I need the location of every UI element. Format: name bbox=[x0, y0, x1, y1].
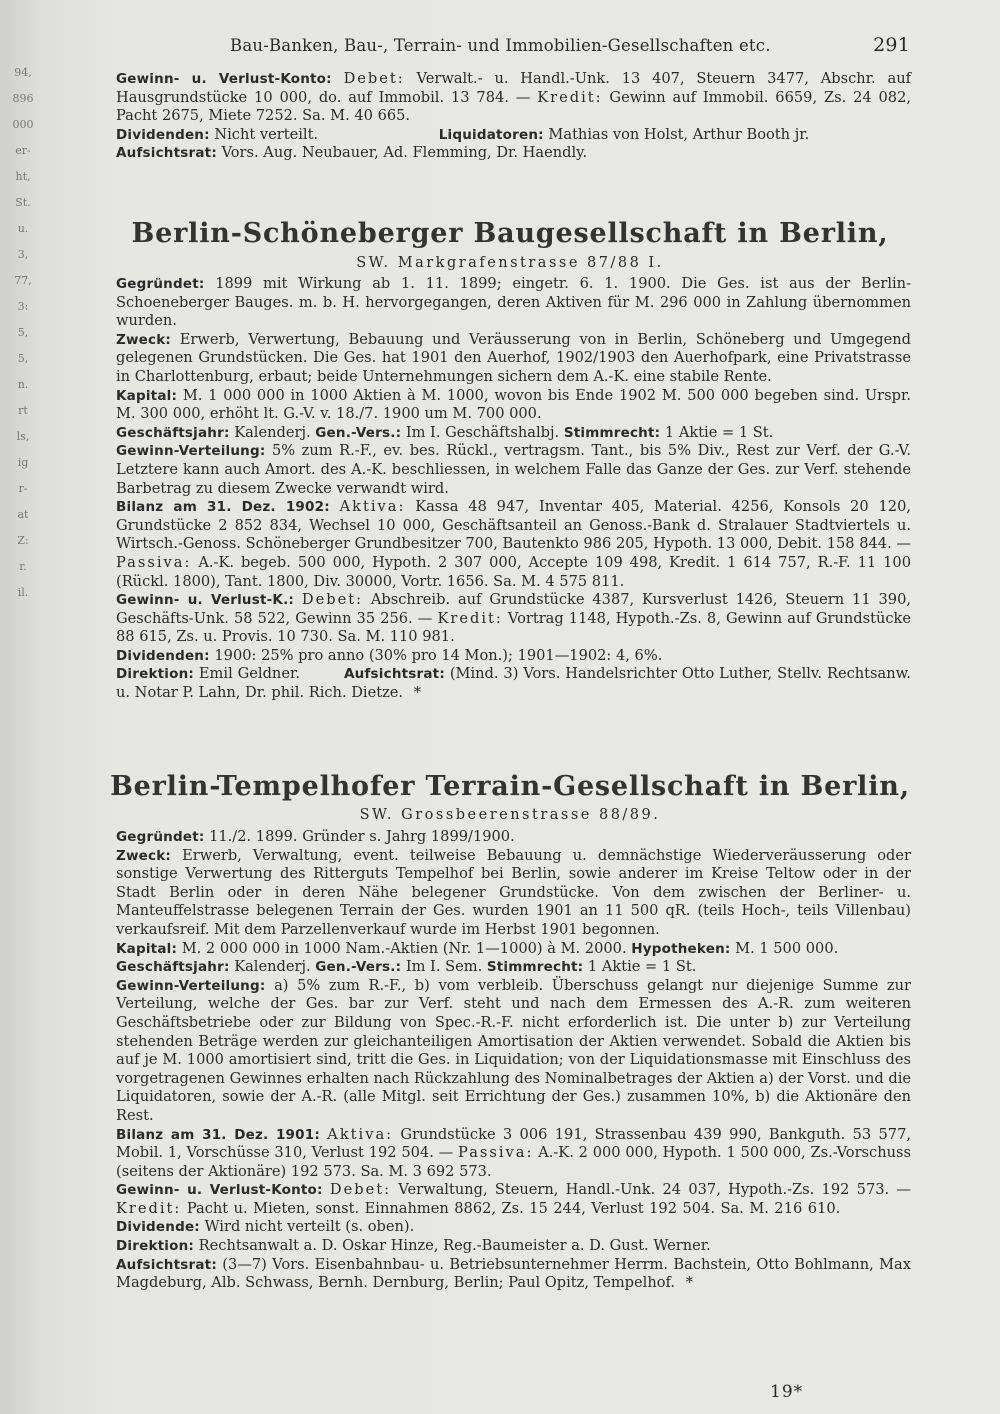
field-label: Gewinn-Verteilung: bbox=[116, 443, 266, 460]
bleed-fragment: St. bbox=[15, 196, 31, 209]
company-title: Berlin-Schöneberger Baugesellschaft in Berlin, bbox=[131, 218, 889, 249]
field-label: Gewinn-Verteilung: bbox=[116, 977, 266, 994]
debet-word: Debet: bbox=[343, 70, 405, 87]
paragraph bbox=[116, 940, 911, 959]
bleed-fragment: er- bbox=[15, 144, 31, 157]
field-label: Gen.-Vers.: bbox=[315, 959, 402, 976]
field-label: Dividende: bbox=[116, 1219, 200, 1236]
field-text: 1900: 25% pro anno (30% pro 14 Mon.); 1901—1902: 4, 6%. bbox=[214, 646, 663, 664]
field-text: (3—7) Vors. Eisenbahnbau- u. Betriebsunternehmer Herrm. Bachstein, Otto Bohlmann, Max Magdeburg, Alb. Schwass, Bernh. Dernburg, Berlin; Paul Opitz, Tempelhof. bbox=[116, 1255, 911, 1292]
bleed-fragment: at bbox=[17, 508, 29, 521]
paragraph bbox=[116, 424, 911, 443]
field-text: A.-K. 2 000 000, Hypoth. 1 500 000, Zs.-Vorschuss (seitens der Aktionäre) 192 573. Sa. M. 3 692 573. bbox=[116, 1144, 912, 1180]
bleed-fragment: 5, bbox=[17, 352, 29, 365]
field-text: Kalenderj. bbox=[234, 958, 311, 976]
entry-end-mark: * bbox=[685, 1274, 693, 1292]
field-text: Verwalt.- u. Handl.-Unk. 13 407, Steuern 3477, Abschr. auf Hausgrundstücke 10 000, do. auf Immobil. 13 784. — bbox=[116, 70, 912, 106]
facing-page-bleed bbox=[0, 60, 46, 1060]
paragraph bbox=[116, 498, 911, 591]
bleed-fragment: ls, bbox=[16, 430, 30, 443]
field-text: Im I. Sem. bbox=[405, 958, 483, 976]
field-label: Zweck: bbox=[116, 331, 171, 348]
field-label: Dividenden: bbox=[116, 126, 210, 143]
field-label: Geschäftsjahr: bbox=[116, 959, 230, 976]
bleed-fragment: Z: bbox=[17, 534, 29, 547]
field-label: Aufsichtsrat: bbox=[344, 666, 445, 683]
field-label: Liquidatoren: bbox=[438, 126, 544, 143]
field-text: Rechtsanwalt a. D. Oskar Hinze, Reg.-Baumeister a. D. Gust. Werner. bbox=[198, 1237, 711, 1255]
field-label: Bilanz am 31. Dez. 1901: bbox=[116, 1126, 320, 1143]
paragraph bbox=[116, 591, 911, 647]
field-text: 11./2. 1899. Gründer s. Jahrg 1899/1900. bbox=[209, 828, 515, 845]
paragraph bbox=[116, 126, 911, 145]
aktiva-word: Aktiva: bbox=[339, 498, 406, 516]
company-address: SW. Markgrafenstrasse 87/88 I. bbox=[356, 255, 664, 271]
field-label: Stimmrecht: bbox=[486, 959, 584, 976]
bleed-fragment: 3: bbox=[17, 300, 29, 313]
paragraph bbox=[116, 387, 911, 424]
field-text: Gewinn auf Immobil. 6659, Zs. 24 082, Pacht 2675, Miete 7252. Sa. M. 40 665. bbox=[116, 88, 912, 125]
kredit-word: Kredit: bbox=[537, 88, 603, 106]
field-text: Pacht u. Mieten, sonst. Einnahmen 8862, Zs. 15 244, Verlust 192 504. Sa. M. 216 610. bbox=[186, 1199, 841, 1217]
field-text: Kalenderj. bbox=[234, 423, 311, 441]
field-label: Gewinn- u. Verlust-K.: bbox=[116, 592, 295, 609]
field-text: M. 1 000 000 in 1000 Aktien à M. 1000, wovon bis Ende 1902 M. 500 000 begeben sind. Urspr. M. 300 000, erhöht lt. G.-V. v. 18./7. 1900 um M. 700 000. bbox=[116, 386, 912, 423]
paragraph bbox=[116, 144, 911, 163]
field-label: Bilanz am 31. Dez. 1902: bbox=[116, 499, 330, 516]
field-text: M. 1 500 000. bbox=[735, 939, 839, 957]
signature-mark: 19* bbox=[770, 1382, 804, 1402]
bleed-fragment: 5, bbox=[17, 326, 29, 339]
field-label: Hypotheken: bbox=[631, 940, 731, 957]
paragraph bbox=[116, 275, 911, 331]
field-text: 1 Aktie = 1 St. bbox=[587, 958, 697, 976]
field-label: Gegründet: bbox=[116, 829, 205, 845]
previous-entry-continuation bbox=[116, 70, 911, 163]
bleed-fragment: r. bbox=[19, 560, 27, 573]
field-label: Kapital: bbox=[116, 387, 178, 404]
paragraph bbox=[116, 958, 911, 977]
field-label: Aufsichtsrat: bbox=[116, 145, 217, 162]
bleed-fragment: 77, bbox=[14, 274, 32, 287]
company-address: SW. Grossbeerenstrasse 88/89. bbox=[359, 807, 661, 823]
company-title: Berlin-Tempelhofer Terrain-Gesellschaft in Berlin, bbox=[110, 771, 910, 802]
field-label: Zweck: bbox=[116, 847, 171, 864]
entry-end-mark: * bbox=[413, 684, 422, 702]
field-text: Kassa 48 947, Inventar 405, Material. 4256, Konsols 20 120, Grundstücke 2 852 834, Wechsel 10 000, Geschäftsanteil an Genoss.-Bank d. Stralauer Stadtviertels u. Wirtsch.-Genoss. Schöneberger Grundbesitzer 700, Bautenkto 986 205, Hypoth. 13 000, Debit. 158 844. — bbox=[116, 498, 912, 553]
paragraph bbox=[116, 1256, 911, 1293]
page-number: 291 bbox=[873, 34, 910, 56]
field-label: Direktion: bbox=[116, 666, 194, 683]
paragraph bbox=[116, 665, 911, 702]
field-text: Erwerb, Verwaltung, event. teilweise Bebauung u. demnächstige Wiederveräusserung oder sonstige Verwertung des Ritterguts Tempelhof bei Berlin, sowie anderer im Kreise Teltow oder in der Stadt Berlin oder in deren Nähe belegener Grundstücke. Von dem zwischen der Berliner- u. Manteuffelstrasse belegenen Terrain der Ges. wurden 1901 an 11 500 qR. (teils Hoch-, teils Villenbau) verkaufsreif. Mit dem Parzellenverkauf wurde im Herbst 1901 begonnen. bbox=[116, 846, 911, 938]
field-text: 5% zum R.-F., ev. bes. Rückl., vertragsm. Tant., bis 5% Div., Rest zur Verf. der G.-V. Letztere kann auch Amort. des A.-K. beschliessen, in welchem Falle das Ganze der Ges. zur Verf. stehende Barbetrag zu diesem Zwecke verwandt wird. bbox=[116, 442, 911, 497]
running-header bbox=[200, 34, 910, 56]
field-label: Aufsichtsrat: bbox=[116, 1256, 217, 1273]
field-text: Mathias von Holst, Arthur Booth jr. bbox=[548, 125, 810, 143]
paragraph bbox=[116, 442, 911, 498]
field-text: 1 Aktie = 1 St. bbox=[664, 423, 774, 441]
running-title: Bau-Banken, Bau-, Terrain- und Immobilien-Gesellschaften etc. bbox=[230, 36, 771, 55]
paragraph bbox=[116, 331, 911, 387]
kredit-word: Kredit: bbox=[116, 1199, 182, 1217]
field-label: Stimmrecht: bbox=[563, 424, 661, 441]
field-text: Vortrag 1148, Hypoth.-Zs. 8, Gewinn auf Grundstücke 88 615, Zs. u. Provis. 10 730. Sa. M. 110 981. bbox=[116, 609, 912, 646]
bleed-fragment: ig bbox=[17, 456, 29, 469]
field-text: Verwaltung, Steuern, Handl.-Unk. 24 037, Hypoth.-Zs. 192 573. — bbox=[398, 1181, 912, 1199]
bleed-fragment: u. bbox=[17, 222, 29, 235]
aktiva-word: Aktiva: bbox=[327, 1125, 394, 1143]
bleed-fragment: il. bbox=[17, 586, 29, 599]
paragraph bbox=[116, 1126, 911, 1182]
paragraph bbox=[116, 847, 911, 940]
paragraph bbox=[116, 828, 911, 847]
field-label: Dividenden: bbox=[116, 647, 210, 664]
field-label: Geschäftsjahr: bbox=[116, 424, 230, 441]
paragraph bbox=[116, 1237, 911, 1256]
company-entry-body bbox=[116, 275, 911, 703]
bleed-fragment: 94, bbox=[14, 66, 32, 79]
field-text: (Mind. 3) Vors. Handelsrichter Otto Luther, Stellv. Rechtsanw. u. Notar P. Lahn, Dr. phil. Rich. Dietze. bbox=[116, 665, 912, 702]
bleed-fragment: r- bbox=[18, 482, 28, 495]
passiva-word: Passiva: bbox=[458, 1144, 534, 1162]
debet-word: Debet: bbox=[329, 1181, 392, 1199]
debet-word: Debet: bbox=[301, 591, 363, 609]
bleed-fragment: n. bbox=[17, 378, 29, 391]
field-text: Emil Geldner. bbox=[198, 665, 300, 683]
field-label: Direktion: bbox=[116, 1238, 194, 1255]
kredit-word: Kredit: bbox=[437, 609, 503, 627]
paragraph bbox=[116, 70, 911, 126]
field-text: Erwerb, Verwertung, Bebauung und Veräusserung von in Berlin, Schöneberg und Umgegend gelegenen Grundstücken. Die Ges. hat 1901 den Auerhof, 1902/1903 den Auerhofpark, eine Privatstrasse in Charlottenburg, erbaut; beide Unternehmungen sichern dem A.-K. eine stabile Rente. bbox=[116, 330, 912, 385]
field-text: Abschreib. auf Grundstücke 4387, Kursverlust 1426, Steuern 11 390, Geschäfts-Unk. 58 522, Gewinn 35 256. — bbox=[116, 591, 911, 627]
field-label: Gegründet: bbox=[116, 276, 205, 292]
field-text: 1899 mit Wirkung ab 1. 11. 1899; eingetr. 6. 1. 1900. Die Ges. ist aus der Berlin-Schoeneberger Bauges. m. b. H. hervorgegangen, deren Aktiven für M. 296 000 in Zahlung übernommen wurden. bbox=[116, 275, 912, 330]
field-text: Im I. Geschäftshalbj. bbox=[405, 423, 560, 441]
bleed-fragment: rt bbox=[18, 404, 28, 417]
bleed-fragment: 000 bbox=[12, 118, 34, 131]
paragraph bbox=[116, 977, 911, 1126]
passiva-word: Passiva: bbox=[116, 553, 192, 571]
field-text: a) 5% zum R.-F., b) vom verbleib. Überschuss gelangt nur diejenige Summe zur Verteilung, welche der Ges. bar zur Verf. steht und nach dem Ermessen des A.-R. zum weiteren Geschäftsbetriebe oder zur Bildung von Spec.-R.-F. nicht erforderlich ist. Die unter b) zur Verteilung stehenden Beträge werden zur gleichanteiligen Amortisation der Aktien verwendet. Sobald die Aktien bis auf je M. 1000 amortisiert sind, tritt die Ges. in Liquidation; von der Liquidationsmasse mit Einschluss des vorgetragenen Gewinnes erhalten nach Rückzahlung des Nominalbetrages der Aktien a) der Vorst. und die Liquidatoren, sowie der A.-R. (alle Mitgl. seit Errichtung der Ges.) zusammen 10%, b) die Aktionäre den Rest. bbox=[116, 976, 911, 1124]
bleed-fragment: 3, bbox=[17, 248, 29, 261]
field-label: Kapital: bbox=[116, 940, 178, 957]
bleed-fragment: 896 bbox=[12, 92, 34, 105]
company-entry-body bbox=[116, 828, 911, 1293]
bleed-fragment: ht, bbox=[15, 170, 31, 183]
field-label: Gen.-Vers.: bbox=[315, 424, 402, 441]
field-text: M. 2 000 000 in 1000 Nam.-Aktien (Nr. 1—1000) à M. 2000. bbox=[181, 939, 627, 957]
paragraph bbox=[116, 1181, 911, 1237]
field-label: Gewinn- u. Verlust-Konto: bbox=[116, 1182, 323, 1199]
field-text: Grundstücke 3 006 191, Strassenbau 439 990, Bankguth. 53 577, Mobil. 1, Vorschüsse 310, Verlust 192 504. — bbox=[116, 1125, 911, 1162]
field-label: Gewinn- u. Verlust-Konto: bbox=[116, 71, 332, 87]
field-text: Nicht verteilt. bbox=[214, 125, 319, 143]
paragraph bbox=[116, 647, 911, 666]
field-text: Vors. Aug. Neubauer, Ad. Flemming, Dr. Haendly. bbox=[221, 144, 588, 162]
field-text: Wird nicht verteilt (s. oben). bbox=[204, 1218, 415, 1236]
field-text: A.-K. begeb. 500 000, Hypoth. 2 307 000, Accepte 109 498, Kredit. 1 614 757, R.-F. 11 100 (Rückl. 1800), Tant. 1800, Div. 30000, Vortr. 1656. Sa. M. 4 575 811. bbox=[116, 553, 912, 590]
